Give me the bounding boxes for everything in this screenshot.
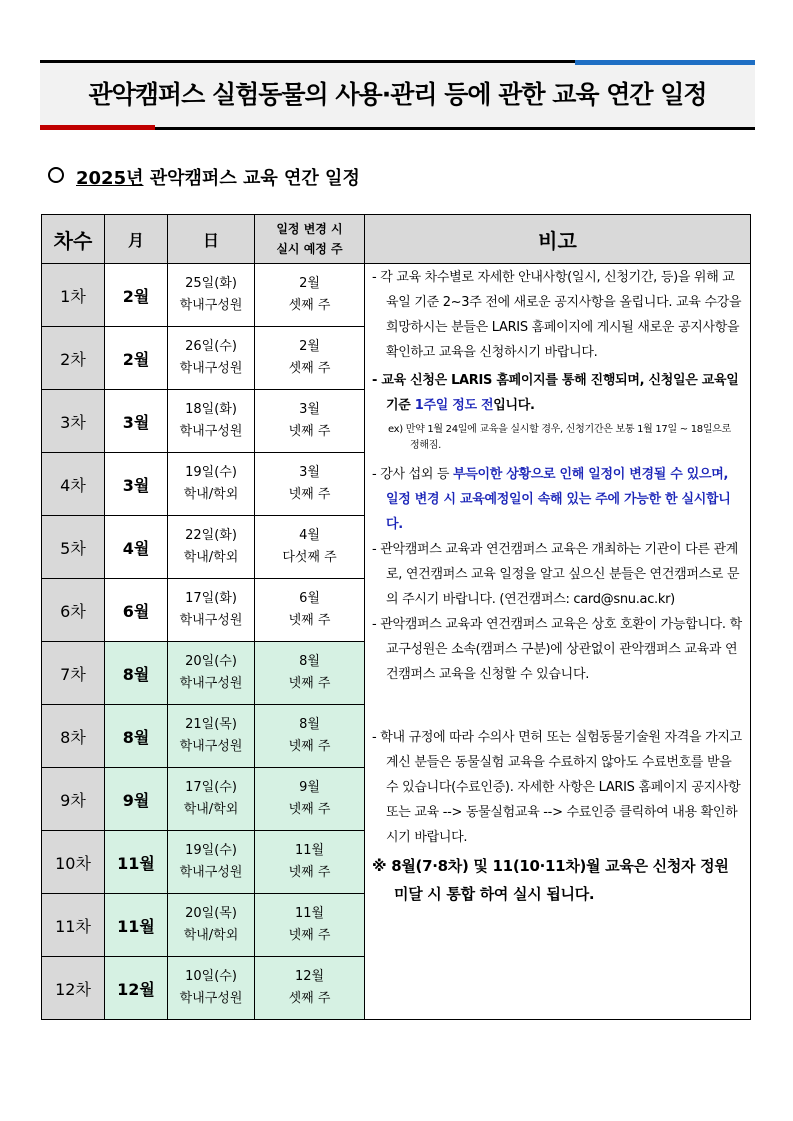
header-round: 차수 — [42, 215, 105, 264]
day-cell — [168, 768, 255, 831]
date-text: 17일(수) — [185, 780, 237, 795]
round-cell: 10차 — [42, 831, 105, 894]
notes-cell — [365, 264, 751, 1020]
alt-week-ordinal: 넷째 주 — [288, 739, 331, 754]
month-cell: 3월 — [105, 390, 168, 453]
round-cell: 1차 — [42, 264, 105, 327]
round-cell: 12차 — [42, 957, 105, 1020]
day-cell — [168, 327, 255, 390]
month-cell: 6월 — [105, 579, 168, 642]
alt-week-month: 11월 — [294, 843, 325, 858]
round-cell: 5차 — [42, 516, 105, 579]
date-text: 26일(수) — [185, 339, 237, 354]
month-cell: 2월 — [105, 327, 168, 390]
target-text: 학내구성원 — [179, 676, 243, 691]
day-cell — [168, 831, 255, 894]
section-heading — [48, 164, 360, 190]
date-text: 21일(목) — [185, 717, 237, 732]
round-cell: 4차 — [42, 453, 105, 516]
month-cell: 12월 — [105, 957, 168, 1020]
alt-week-month: 2월 — [299, 276, 320, 291]
round-cell: 11차 — [42, 894, 105, 957]
title-banner — [40, 60, 755, 130]
alt-week-ordinal: 넷째 주 — [288, 865, 331, 880]
alt-week-ordinal: 넷째 주 — [288, 802, 331, 817]
note-application: - 교육 신청은 LARIS 홈페이지를 통해 진행되며, 신청일은 교육일 기준 1주일 정도 전입니다. — [372, 373, 739, 413]
alt-week-ordinal: 다섯째 주 — [282, 550, 337, 565]
date-text: 18일(화) — [185, 402, 237, 417]
day-cell — [168, 453, 255, 516]
alt-week-month: 6월 — [299, 591, 320, 606]
table-row — [42, 264, 751, 327]
schedule-table — [41, 214, 751, 1020]
alt-week-ordinal: 셋째 주 — [288, 361, 331, 376]
alt-week-ordinal: 넷째 주 — [288, 676, 331, 691]
alt-week-month: 8월 — [299, 654, 320, 669]
alt-week-cell — [255, 705, 365, 768]
target-text: 학내/학외 — [183, 802, 239, 817]
note-schedule-change: - 강사 섭외 등 부득이한 상황으로 인해 일정이 변경될 수 있으며, 일정 변경 시 교육예정일이 속해 있는 주에 가능한 한 실시합니다. — [372, 467, 731, 532]
target-text: 학내구성원 — [179, 865, 243, 880]
alt-week-ordinal: 셋째 주 — [288, 991, 331, 1006]
target-text: 학내구성원 — [179, 361, 243, 376]
alt-week-cell — [255, 327, 365, 390]
alt-week-month: 2월 — [299, 339, 320, 354]
round-cell: 6차 — [42, 579, 105, 642]
alt-week-month: 8월 — [299, 717, 320, 732]
header-change-line1: 일정 변경 시 — [276, 222, 343, 236]
target-text: 학내구성원 — [179, 613, 243, 628]
alt-week-month: 12월 — [294, 969, 325, 984]
note-announcement: - 각 교육 차수별로 자세한 안내사항(일시, 신청기간, 등)을 위해 교육일 기준 2~3주 전에 새로운 공지사항을 올립니다. 교육 수강을 희망하시는 분들은 LARIS 홈페이지에 게시될 새로운 공지사항을 확인하고 교육을 신청하시기 바랍니다. — [372, 270, 742, 360]
note-merge-warning: ※ 8월(7·8차) 및 11(10·11차)월 교육은 신청자 정원 미달 시 통합 하여 실시 됩니다. — [372, 857, 729, 903]
alt-week-cell — [255, 957, 365, 1020]
target-text: 학내/학외 — [183, 550, 239, 565]
date-text: 20일(수) — [185, 654, 237, 669]
alt-week-cell — [255, 264, 365, 327]
alt-week-cell — [255, 894, 365, 957]
alt-week-month: 3월 — [299, 402, 320, 417]
month-cell: 8월 — [105, 705, 168, 768]
alt-week-cell — [255, 579, 365, 642]
note-yeongeon-campus: - 관악캠퍼스 교육과 연건캠퍼스 교육은 개최하는 기관이 다른 관계로, 연건캠퍼스 교육 일정을 알고 싶으신 분들은 연건캠퍼스로 문의 주시기 바랍니다. (연건캠퍼스: card@snu.ac.kr) — [372, 542, 740, 607]
day-cell — [168, 705, 255, 768]
header-day: 日 — [168, 215, 255, 264]
alt-week-month: 3월 — [299, 465, 320, 480]
alt-week-month: 9월 — [299, 780, 320, 795]
month-cell: 2월 — [105, 264, 168, 327]
alt-week-ordinal: 넷째 주 — [288, 487, 331, 502]
date-text: 25일(화) — [185, 276, 237, 291]
alt-week-cell — [255, 453, 365, 516]
target-text: 학내구성원 — [179, 991, 243, 1006]
alt-week-cell — [255, 390, 365, 453]
round-cell: 9차 — [42, 768, 105, 831]
round-cell: 7차 — [42, 642, 105, 705]
date-text: 10일(수) — [185, 969, 237, 984]
date-text: 22일(화) — [185, 528, 237, 543]
month-cell: 11월 — [105, 831, 168, 894]
alt-week-ordinal: 셋째 주 — [288, 298, 331, 313]
alt-week-ordinal: 넷째 주 — [288, 613, 331, 628]
round-cell: 8차 — [42, 705, 105, 768]
section-year: 2025년 — [76, 168, 144, 189]
day-cell — [168, 390, 255, 453]
month-cell: 3월 — [105, 453, 168, 516]
month-cell: 9월 — [105, 768, 168, 831]
day-cell — [168, 894, 255, 957]
header-notes: 비고 — [365, 215, 751, 264]
month-cell: 4월 — [105, 516, 168, 579]
alt-week-month: 11월 — [294, 906, 325, 921]
alt-week-cell — [255, 831, 365, 894]
month-cell: 8월 — [105, 642, 168, 705]
target-text: 학내구성원 — [179, 298, 243, 313]
section-title: 관악캠퍼스 교육 연간 일정 — [143, 168, 360, 189]
round-cell: 2차 — [42, 327, 105, 390]
table-header-row — [42, 215, 751, 264]
date-text: 19일(수) — [185, 465, 237, 480]
header-change-week — [255, 215, 365, 264]
alt-week-cell — [255, 516, 365, 579]
date-text: 20일(목) — [185, 906, 237, 921]
day-cell — [168, 579, 255, 642]
alt-week-ordinal: 넷째 주 — [288, 424, 331, 439]
alt-week-ordinal: 넷째 주 — [288, 928, 331, 943]
day-cell — [168, 264, 255, 327]
header-month: 月 — [105, 215, 168, 264]
page-title: 관악캠퍼스 실험동물의 사용·관리 등에 관한 교육 연간 일정 — [88, 80, 707, 109]
alt-week-month: 4월 — [299, 528, 320, 543]
date-text: 17일(화) — [185, 591, 237, 606]
note-example: ex) 만약 1월 24일에 교육을 실시할 경우, 신청기간은 보통 1월 17일 ~ 18일으로 정해짐. — [388, 424, 731, 451]
note-certification: - 학내 규정에 따라 수의사 면허 또는 실험동물기술원 자격을 가지고 계신 분들은 동물실험 교육을 수료하지 않아도 수료번호를 받을 수 있습니다(수료인증). 자세한 사항은 LARIS 홈페이지 공지사항 또는 교육 --> 동물실험교육 --> 수료인증 클릭하여 내용 확인하시기 바랍니다. — [372, 730, 742, 845]
round-cell: 3차 — [42, 390, 105, 453]
header-change-line2: 실시 예정 주 — [276, 242, 343, 256]
day-cell — [168, 516, 255, 579]
day-cell — [168, 957, 255, 1020]
circle-bullet-icon — [48, 167, 64, 183]
date-text: 19일(수) — [185, 843, 237, 858]
notes-spacer — [372, 687, 743, 725]
target-text: 학내/학외 — [183, 487, 239, 502]
target-text: 학내구성원 — [179, 424, 243, 439]
day-cell — [168, 642, 255, 705]
alt-week-cell — [255, 642, 365, 705]
note-compatibility: - 관악캠퍼스 교육과 연건캠퍼스 교육은 상호 호환이 가능합니다. 학교구성원은 소속(캠퍼스 구분)에 상관없이 관악캠퍼스 교육과 연건캠퍼스 교육을 신청할 수 있습니다. — [372, 617, 742, 682]
alt-week-cell — [255, 768, 365, 831]
target-text: 학내/학외 — [183, 928, 239, 943]
month-cell: 11월 — [105, 894, 168, 957]
target-text: 학내구성원 — [179, 739, 243, 754]
